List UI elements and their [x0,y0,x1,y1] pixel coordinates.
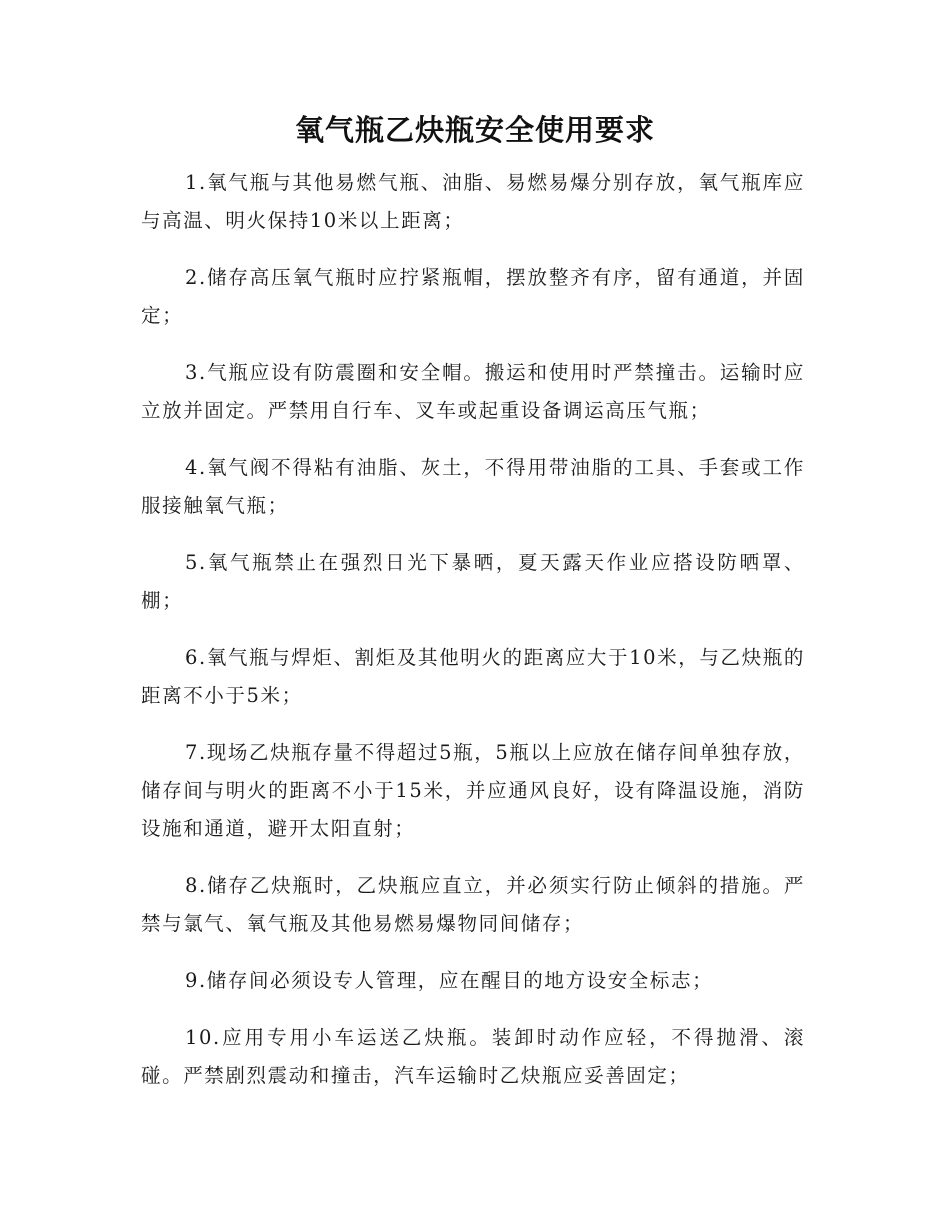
paragraph-5: 5.氧气瓶禁止在强烈日光下暴晒，夏天露天作业应搭设防晒罩、棚； [141,551,805,612]
paragraph-3: 3.气瓶应设有防震圈和安全帽。搬运和使用时严禁撞击。运输时应立放并固定。严禁用自行车、叉车或起重设备调运高压气瓶； [141,361,805,422]
paragraph-6: 6.氧气瓶与焊炬、割炬及其他明火的距离应大于10米，与乙炔瓶的距离不小于5米； [141,646,805,707]
paragraph-10: 10.应用专用小车运送乙炔瓶。装卸时动作应轻，不得抛滑、滚碰。严禁剧烈震动和撞击，汽车运输时乙炔瓶应妥善固定； [141,1026,805,1087]
paragraph-1: 1.氧气瓶与其他易燃气瓶、油脂、易燃易爆分别存放，氧气瓶库应与高温、明火保持10米以上距离； [141,171,805,232]
paragraph-7: 7.现场乙炔瓶存量不得超过5瓶，5瓶以上应放在储存间单独存放，储存间与明火的距离不小于15米，并应通风良好，设有降温设施，消防设施和通道，避开太阳直射； [141,741,805,840]
paragraph-2: 2.储存高压氧气瓶时应拧紧瓶帽，摆放整齐有序，留有通道，并固定； [141,266,805,327]
document-body [141,164,805,1114]
document-title: 氧气瓶乙炔瓶安全使用要求 [294,113,655,147]
paragraph-4: 4.氧气阀不得粘有油脂、灰土，不得用带油脂的工具、手套或工作服接触氧气瓶； [141,456,805,517]
paragraph-9: 9.储存间必须设专人管理，应在醒目的地方设安全标志； [185,969,714,992]
paragraph-8: 8.储存乙炔瓶时，乙炔瓶应直立，并必须实行防止倾斜的措施。严禁与氯气、氧气瓶及其他易燃易爆物同间储存； [141,874,805,935]
